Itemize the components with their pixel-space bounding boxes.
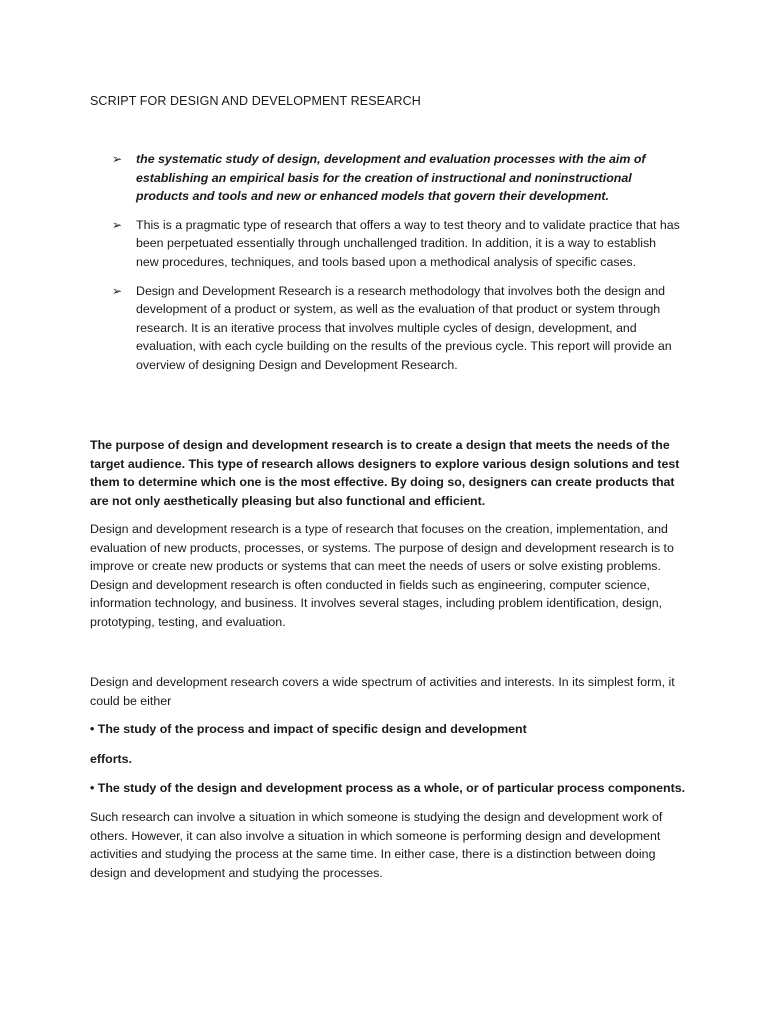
definition-paragraph: Design and development research is a type of research that focuses on the creation, implementation, and evaluation of new products, processes, or systems. The purpose of design and development research is to improve or create new products or systems that can meet the needs of users or solve existing problems. Design and development research is often conducted in fields such as engineering, computer science, information technology, and business. It involves several stages, including problem identification, design, prototyping, testing, and evaluation.: [90, 522, 674, 629]
spectrum-paragraph: Design and development research covers a wide spectrum of activities and interests. In its simplest form, it could be either: [90, 675, 675, 708]
bullet-item-definition: [112, 150, 682, 206]
arrow-bullet-icon: ➢: [112, 152, 123, 166]
purpose-paragraph: The purpose of design and development research is to create a design that meets the needs of the target audience. This type of research allows designers to explore various design solutions and test them to determine which one is the most effective. By doing so, designers can create products that are not only aesthetically pleasing but also functional and efficient.: [90, 438, 680, 508]
closing-paragraph: Such research can involve a situation in which someone is studying the design and development work of others. However, it can also involve a situation in which someone is performing design and development activities and studying the process at the same time. In either case, there is a distinction between doing design and development and studying the processes.: [90, 810, 663, 880]
bullet-item-methodology: [112, 282, 682, 375]
bullet-list: [112, 150, 682, 385]
bullet-text: Design and Development Research is a research methodology that involves both the design and development of a product or system, as well as the evaluation of that product or system through research. It is an iterative process that involves multiple cycles of design, development, and evaluation, with each cycle building on the results of the previous cycle. This report will provide an overview of designing Design and Development Research.: [136, 283, 672, 372]
bullet-item-pragmatic: [112, 216, 682, 272]
document-title: SCRIPT FOR DESIGN AND DEVELOPMENT RESEARCH: [90, 94, 421, 108]
study-two-line: • The study of the design and development process as a whole, or of particular process components.: [90, 781, 686, 795]
arrow-bullet-icon: ➢: [112, 283, 123, 298]
study-one-line: • The study of the process and impact of specific design and development: [90, 722, 527, 736]
bullet-text: the systematic study of design, development and evaluation processes with the aim of establishing an empirical basis for the creation of instructional and noninstructional products and tools and new or enhanced models that govern their development.: [136, 152, 646, 204]
study-one-continuation: efforts.: [90, 752, 132, 766]
bullet-text: This is a pragmatic type of research that offers a way to test theory and to validate practice that has been perpetuated essentially through unchallenged tradition. In addition, it is a way to establish new procedures, techniques, and tools based upon a methodical analysis of specific cases.: [136, 217, 680, 269]
arrow-bullet-icon: ➢: [112, 217, 123, 232]
